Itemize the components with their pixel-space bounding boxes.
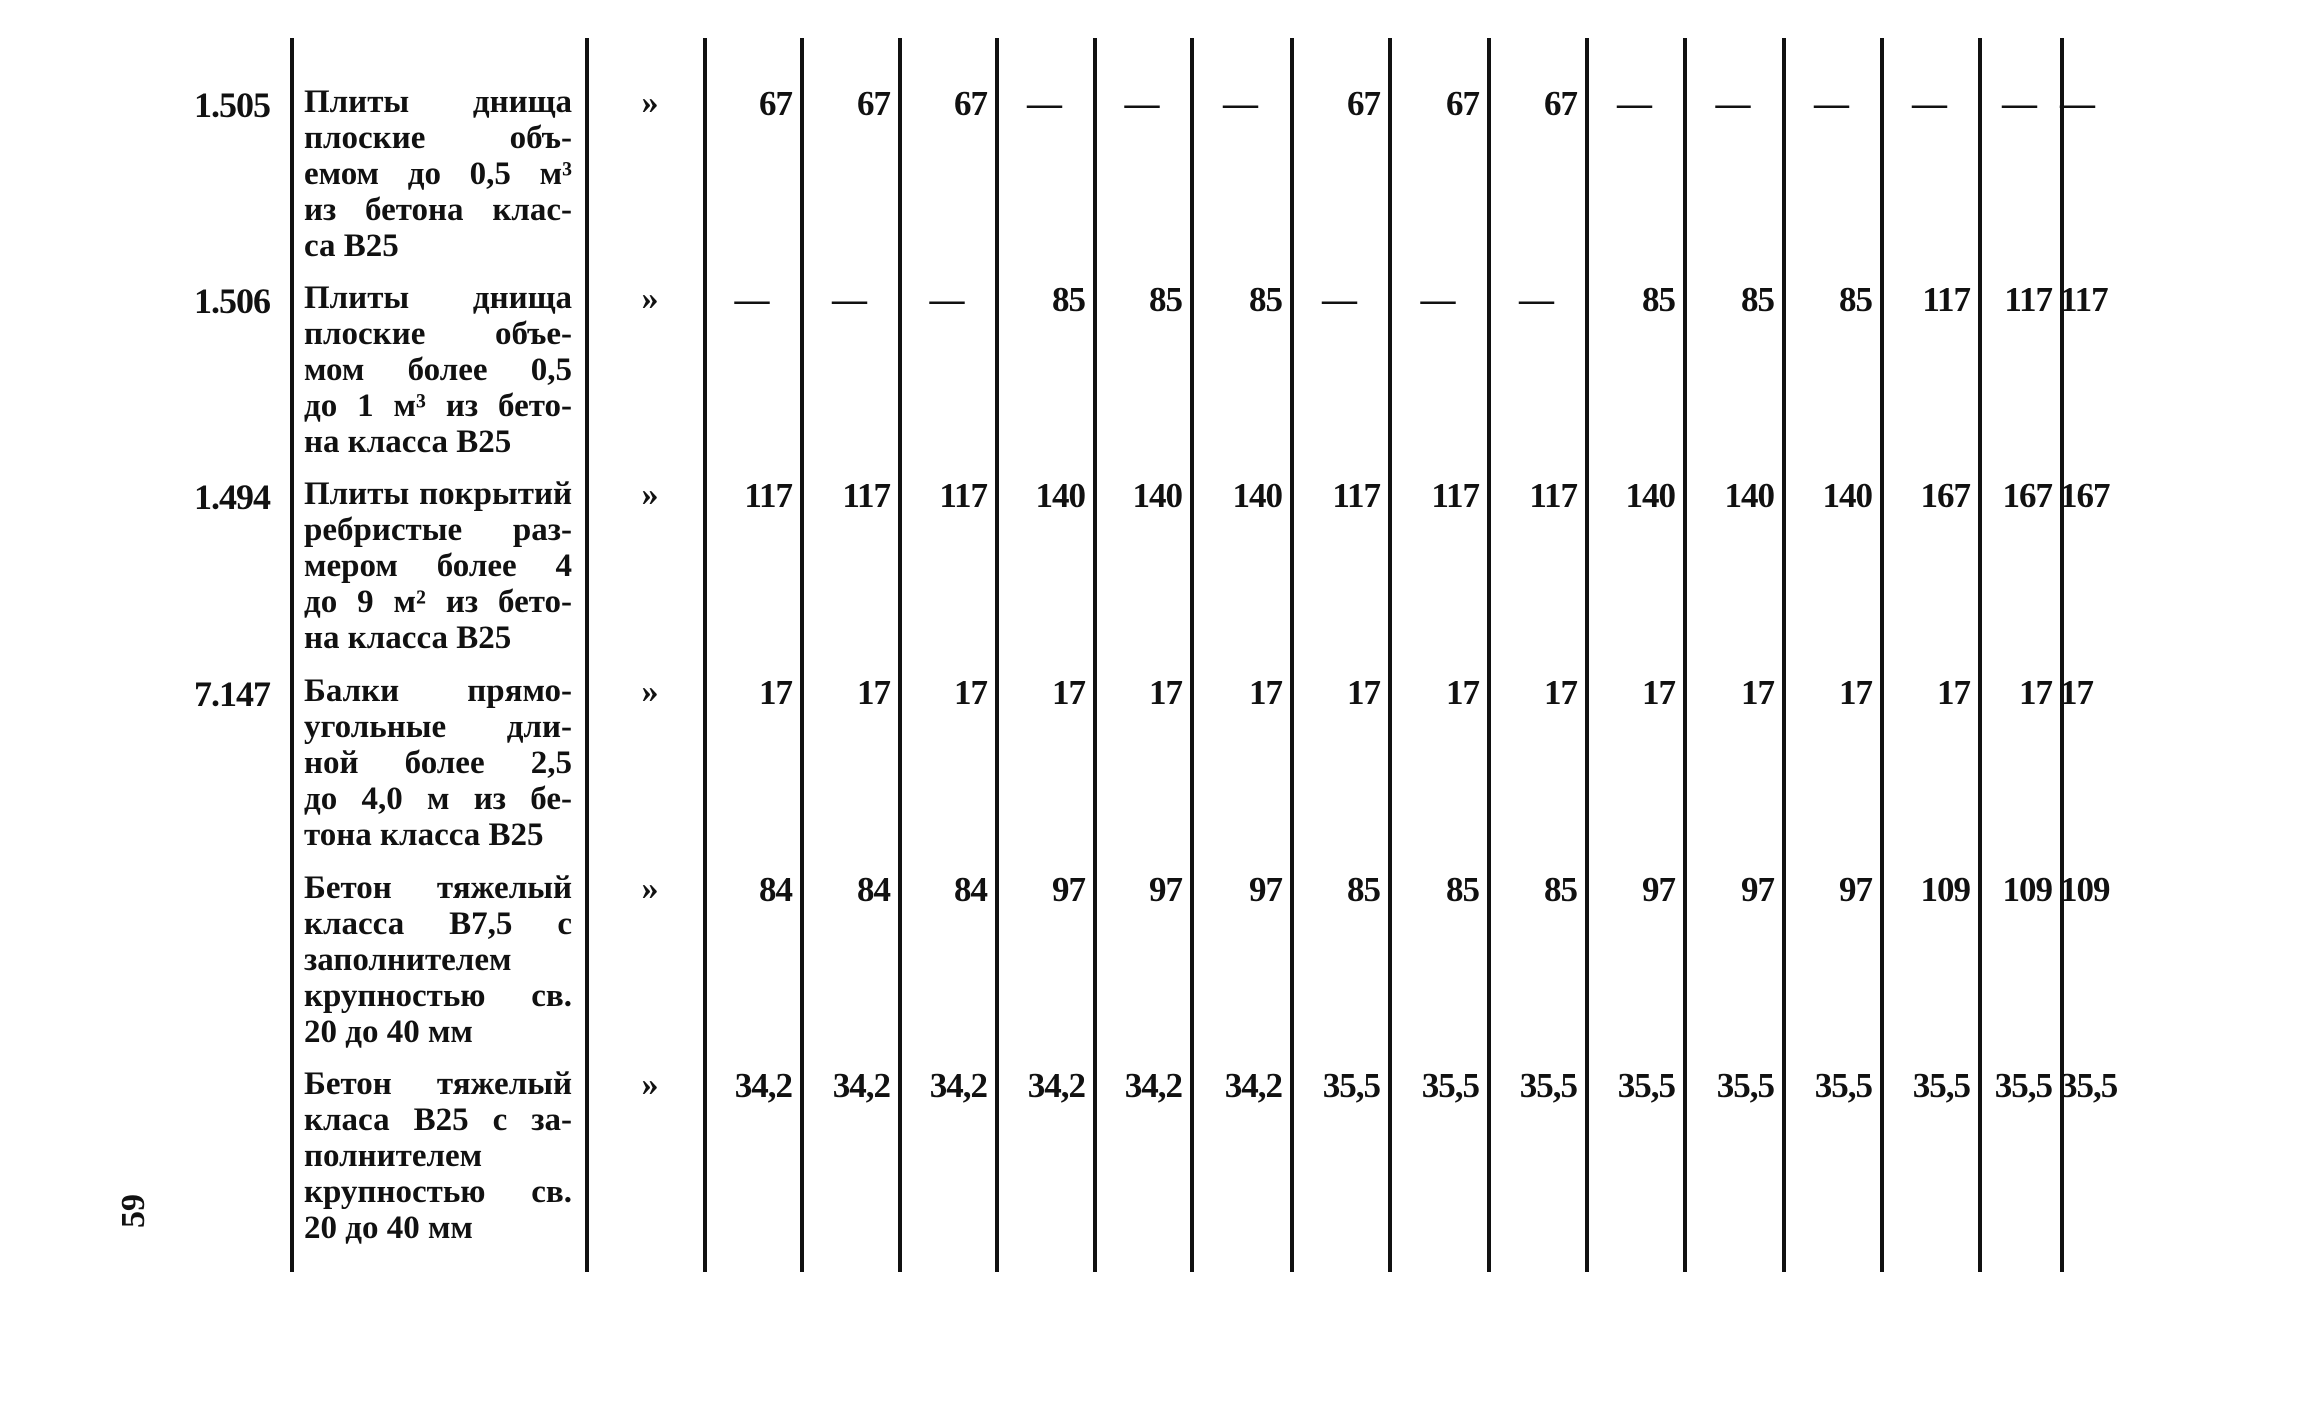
row-description-line: плоские объе- xyxy=(304,316,572,352)
value-cell: 85 xyxy=(1544,870,1577,909)
value-cell: 17 xyxy=(1149,673,1182,712)
row-code: 1.494 xyxy=(194,477,270,517)
value-cell: — xyxy=(1027,84,1061,123)
row-description-line: крупностью св. xyxy=(304,1174,572,1210)
value-cell: 167 xyxy=(1920,476,1970,515)
row-description-line: 20 до 40 мм xyxy=(304,1014,473,1050)
row-unit: » xyxy=(641,870,659,907)
value-cell: — xyxy=(1814,84,1848,123)
value-cell: 117 xyxy=(939,476,987,515)
value-cell: 67 xyxy=(857,84,890,123)
row-description-line: из бетона клас- xyxy=(304,192,572,228)
row-description-line: угольные дли- xyxy=(304,709,572,745)
value-cell: 140 xyxy=(1625,476,1675,515)
row-description-line: Бетон тяжелый xyxy=(304,1066,572,1102)
row-description-line: до 9 м² из бето- xyxy=(304,584,572,620)
value-cell: 84 xyxy=(759,870,792,909)
row-unit: » xyxy=(641,476,659,513)
value-cell: 117 xyxy=(2060,280,2108,319)
value-cell: 35,5 xyxy=(1421,1066,1479,1105)
row-description-line: заполнителем xyxy=(304,942,512,978)
row-description-line: ребристые раз- xyxy=(304,512,572,548)
value-cell: 17 xyxy=(1249,673,1282,712)
value-cell: — xyxy=(929,280,964,319)
value-cell: 67 xyxy=(759,84,792,123)
value-cell: 117 xyxy=(1332,476,1380,515)
value-cell: 109 xyxy=(2060,870,2110,909)
row-description-line: емом до 0,5 м³ xyxy=(304,156,572,192)
value-cell: — xyxy=(734,280,769,319)
value-cell: 17 xyxy=(1839,673,1872,712)
value-cell: 35,5 xyxy=(1994,1066,2052,1105)
value-cell: 67 xyxy=(1446,84,1479,123)
value-cell: 97 xyxy=(1642,870,1675,909)
value-cell: 35,5 xyxy=(1814,1066,1872,1105)
column-rule xyxy=(290,38,294,1272)
value-cell: 17 xyxy=(2019,673,2052,712)
value-cell: 85 xyxy=(1149,280,1182,319)
value-cell: 117 xyxy=(1529,476,1577,515)
value-cell: 167 xyxy=(2002,476,2052,515)
value-cell: 35,5 xyxy=(1912,1066,1970,1105)
value-cell: 85 xyxy=(1052,280,1085,319)
value-cell: 97 xyxy=(1149,870,1182,909)
page-number: 59 xyxy=(115,1194,152,1228)
value-cell: 67 xyxy=(1347,84,1380,123)
row-code: 1.506 xyxy=(194,281,270,321)
value-cell: — xyxy=(1912,84,1946,123)
row-description-line: полнителем xyxy=(304,1138,483,1174)
row-description-line: Плиты днища xyxy=(304,84,572,120)
value-cell: 140 xyxy=(1822,476,1872,515)
value-cell: 84 xyxy=(857,870,890,909)
value-cell: 117 xyxy=(1431,476,1479,515)
value-cell: 35,5 xyxy=(1716,1066,1774,1105)
row-description-line: 20 до 40 мм xyxy=(304,1210,473,1246)
row-description-line: Плиты днища xyxy=(304,280,572,316)
value-cell: 17 xyxy=(954,673,987,712)
value-cell: 35,5 xyxy=(2060,1066,2118,1105)
value-cell: 17 xyxy=(1052,673,1085,712)
row-unit: » xyxy=(641,280,659,317)
value-cell: 140 xyxy=(1724,476,1774,515)
row-description-line: класа В25 с за- xyxy=(304,1102,572,1138)
value-cell: 117 xyxy=(1922,280,1970,319)
value-cell: 140 xyxy=(1035,476,1085,515)
row-description-line: са В25 xyxy=(304,228,399,264)
value-cell: 35,5 xyxy=(1322,1066,1380,1105)
value-cell: 17 xyxy=(1642,673,1675,712)
value-cell: 67 xyxy=(1544,84,1577,123)
value-cell: 85 xyxy=(1446,870,1479,909)
value-cell: 85 xyxy=(1347,870,1380,909)
value-cell: 35,5 xyxy=(1617,1066,1675,1105)
value-cell: — xyxy=(1519,280,1553,319)
value-cell: 17 xyxy=(759,673,792,712)
value-cell: 117 xyxy=(2004,280,2052,319)
row-unit: » xyxy=(641,673,659,710)
row-description-line: на класса В25 xyxy=(304,424,512,460)
value-cell: 34,2 xyxy=(1124,1066,1182,1105)
value-cell: 97 xyxy=(1741,870,1774,909)
value-cell: 67 xyxy=(954,84,987,123)
value-cell: 17 xyxy=(1937,673,1970,712)
value-cell: — xyxy=(832,280,866,319)
row-description-line: ной более 2,5 xyxy=(304,745,572,781)
value-cell: 34,2 xyxy=(929,1066,987,1105)
value-cell: 109 xyxy=(1920,870,1970,909)
value-cell: 17 xyxy=(1347,673,1380,712)
row-code: 1.505 xyxy=(194,85,270,125)
column-rule xyxy=(585,38,589,1272)
value-cell: 34,2 xyxy=(832,1066,890,1105)
value-cell: 97 xyxy=(1249,870,1282,909)
value-cell: — xyxy=(1715,84,1750,123)
row-description-line: плоские объ- xyxy=(304,120,572,156)
value-cell: — xyxy=(2060,84,2094,123)
row-unit: » xyxy=(641,84,659,121)
value-cell: 117 xyxy=(842,476,890,515)
value-cell: 85 xyxy=(1642,280,1675,319)
row-description-line: Балки прямо- xyxy=(304,673,572,709)
value-cell: — xyxy=(1322,280,1356,319)
row-description-line: до 1 м³ из бето- xyxy=(304,388,572,424)
value-cell: 85 xyxy=(1249,280,1282,319)
value-cell: 17 xyxy=(1446,673,1479,712)
value-cell: — xyxy=(1617,84,1651,123)
value-cell: 140 xyxy=(1132,476,1182,515)
row-description-line: мером более 4 xyxy=(304,548,572,584)
value-cell: 97 xyxy=(1839,870,1872,909)
value-cell: 109 xyxy=(2002,870,2052,909)
value-cell: 34,2 xyxy=(1027,1066,1085,1105)
value-cell: 17 xyxy=(857,673,890,712)
value-cell: 35,5 xyxy=(1519,1066,1577,1105)
value-cell: 34,2 xyxy=(1224,1066,1282,1105)
row-description-line: мом более 0,5 xyxy=(304,352,572,388)
row-description-line: класса В7,5 с xyxy=(304,906,572,942)
value-cell: 117 xyxy=(744,476,792,515)
value-cell: — xyxy=(1420,280,1455,319)
value-cell: 167 xyxy=(2060,476,2110,515)
row-description-line: крупностью св. xyxy=(304,978,572,1014)
row-description-line: Плиты покрытий xyxy=(304,476,572,512)
row-description-line: тона класса В25 xyxy=(304,817,544,853)
value-cell: — xyxy=(1223,84,1257,123)
row-description-line: до 4,0 м из бе- xyxy=(304,781,572,817)
value-cell: 17 xyxy=(1741,673,1774,712)
row-description-line: на класса В25 xyxy=(304,620,512,656)
value-cell: 140 xyxy=(1232,476,1282,515)
value-cell: 17 xyxy=(2060,673,2093,712)
row-unit: » xyxy=(641,1066,659,1103)
value-cell: — xyxy=(2002,84,2036,123)
row-code: 7.147 xyxy=(194,674,270,714)
value-cell: 34,2 xyxy=(734,1066,792,1105)
value-cell: 85 xyxy=(1741,280,1774,319)
value-cell: 17 xyxy=(1544,673,1577,712)
value-cell: 84 xyxy=(954,870,987,909)
value-cell: 97 xyxy=(1052,870,1085,909)
value-cell: — xyxy=(1124,84,1159,123)
row-description-line: Бетон тяжелый xyxy=(304,870,572,906)
value-cell: 85 xyxy=(1839,280,1872,319)
